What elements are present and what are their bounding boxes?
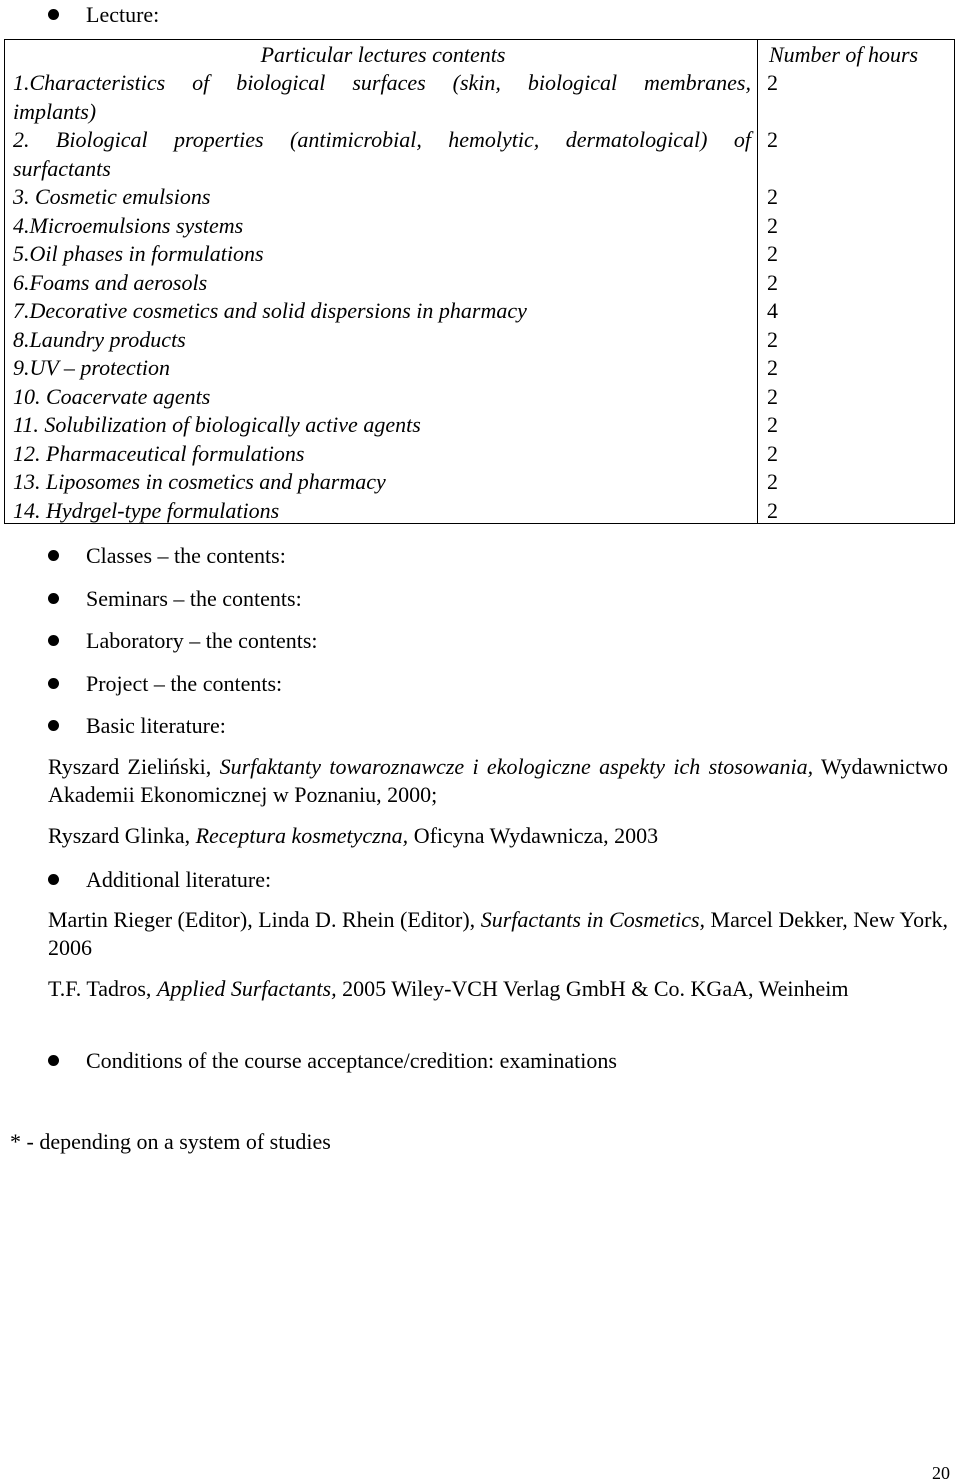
lecture-table	[4, 39, 955, 524]
row-hours: 2	[767, 440, 778, 466]
row-topic: 13. Liposomes in cosmetics and pharmacy	[13, 469, 386, 494]
literature-author: T.F. Tadros,	[48, 976, 157, 1001]
bullet-icon	[48, 678, 59, 689]
row-hours: 2	[767, 497, 778, 523]
literature-title: Surfaktanty towaroznawcze i ekologiczne aspekty ich stosowania,	[219, 754, 814, 779]
row-topic: 7.Decorative cosmetics and solid dispersions in pharmacy	[13, 298, 527, 323]
lecture-heading: Lecture:	[86, 2, 160, 27]
row-topic-line: implants)	[13, 98, 97, 124]
row-hours: 2	[767, 241, 778, 266]
literature-author: Martin Rieger (Editor), Linda D. Rhein (Editor),	[48, 907, 481, 932]
literature-entry	[48, 753, 948, 809]
row-hours: 2	[767, 127, 778, 152]
bullet-icon	[48, 593, 59, 604]
row-topic-line: 2. Biological properties (antimicrobial, hemolytic, dermatological) of	[13, 127, 751, 152]
row-hours: 2	[767, 355, 778, 380]
bullet-icon	[48, 720, 59, 731]
row-topic: 6.Foams and aerosols	[13, 269, 208, 295]
conditions-text: Conditions of the course acceptance/credition: examinations	[86, 1048, 617, 1073]
basic-literature-heading: Basic literature:	[86, 713, 226, 738]
literature-author: Ryszard Zieliński,	[48, 754, 220, 779]
header-topic: Particular lectures contents	[260, 42, 506, 67]
literature-publisher: Wydawnictwo Akademii Ekonomicznej w Poznaniu, 2000;	[48, 754, 949, 807]
literature-title: Applied Surfactants,	[156, 976, 337, 1001]
row-topic: 12. Pharmaceutical formulations	[13, 440, 305, 466]
row-topic: 3. Cosmetic emulsions	[13, 184, 211, 209]
row-topic-line: surfactants	[13, 155, 111, 181]
additional-literature-heading: Additional literature:	[86, 867, 272, 892]
literature-title: Receptura kosmetyczna,	[195, 823, 409, 848]
row-topic: 5.Oil phases in formulations	[13, 241, 264, 266]
row-hours: 4	[767, 298, 778, 323]
row-hours: 2	[767, 70, 778, 95]
bullet-icon	[48, 550, 59, 561]
seminars-heading: Seminars – the contents:	[86, 586, 302, 611]
row-hours: 2	[767, 383, 778, 409]
column-divider	[757, 40, 758, 523]
literature-entry	[48, 906, 948, 962]
row-topic: 4.Microemulsions systems	[13, 212, 244, 238]
row-topic-line: 1.Characteristics of biological surfaces (skin, biological membranes,	[13, 70, 751, 95]
project-heading: Project – the contents:	[86, 671, 283, 696]
bullet-icon	[48, 874, 59, 885]
literature-publisher: Marcel Dekker, New York, 2006	[48, 907, 948, 960]
classes-heading: Classes – the contents:	[86, 543, 286, 568]
row-hours: 2	[767, 469, 778, 494]
literature-entry	[48, 975, 948, 1003]
row-hours: 2	[767, 212, 778, 238]
row-topic: 9.UV – protection	[13, 355, 171, 380]
row-hours: 2	[767, 269, 778, 295]
row-topic: 10. Coacervate agents	[13, 383, 211, 409]
row-topic: 11. Solubilization of biologically active agents	[13, 412, 421, 437]
row-topic	[13, 126, 751, 183]
literature-publisher: 2005 Wiley-VCH Verlag GmbH & Co. KGaA, Weinheim	[336, 976, 849, 1001]
footnote: * - depending on a system of studies	[10, 1129, 331, 1154]
header-hours: Number of hours	[769, 42, 919, 67]
page-number: 20	[932, 1463, 950, 1483]
literature-author: Ryszard Glinka,	[48, 823, 196, 848]
table-header-row	[5, 40, 954, 70]
row-hours: 2	[767, 412, 778, 437]
row-hours: 2	[767, 326, 778, 352]
bullet-icon	[48, 1055, 59, 1066]
laboratory-heading: Laboratory – the contents:	[86, 628, 318, 653]
bullet-icon	[48, 9, 59, 20]
row-hours: 2	[767, 184, 778, 209]
row-topic: 14. Hydrgel-type formulations	[13, 497, 280, 523]
row-topic	[13, 69, 751, 126]
bullet-icon	[48, 635, 59, 646]
literature-entry	[48, 822, 948, 850]
row-topic: 8.Laundry products	[13, 326, 186, 352]
literature-title: Surfactants in Cosmetics,	[480, 907, 706, 932]
literature-publisher: Oficyna Wydawnicza, 2003	[408, 823, 659, 848]
